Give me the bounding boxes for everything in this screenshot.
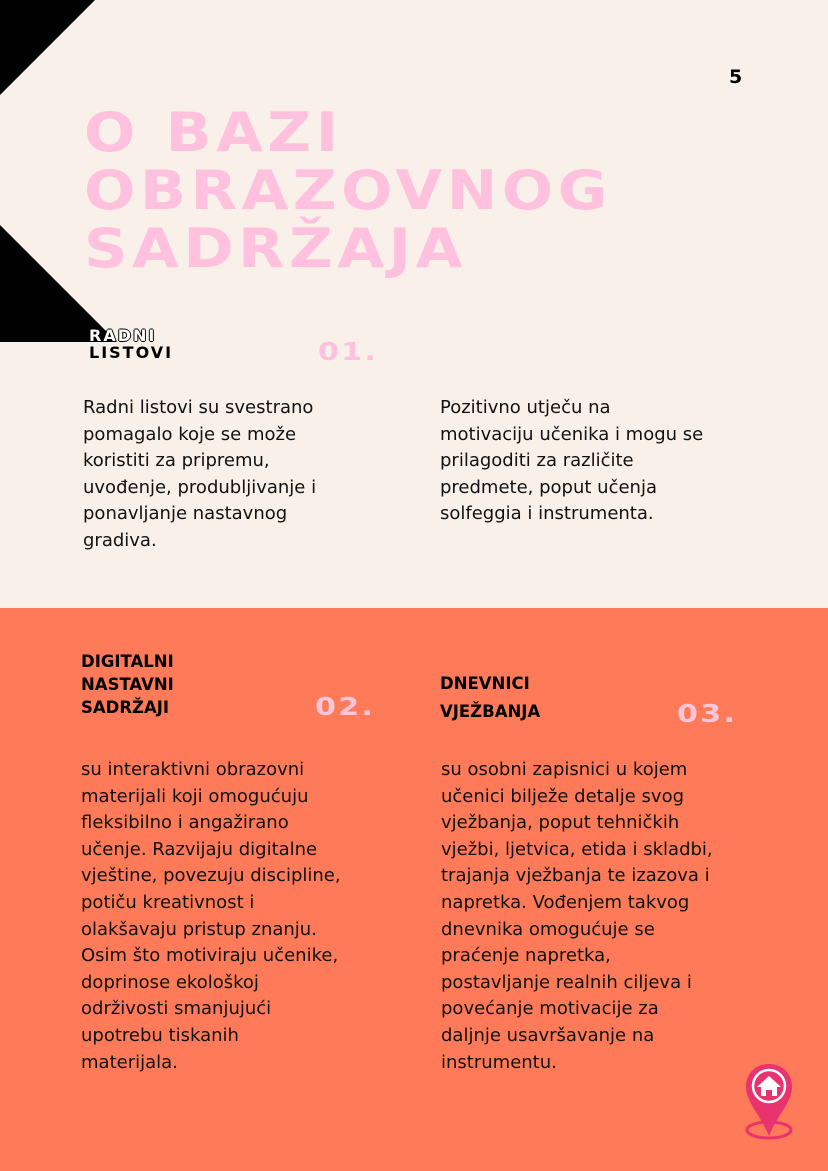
text-line: materijali koji omogućuju (81, 785, 309, 807)
text-line: napretka. Vođenjem takvog (441, 891, 690, 913)
heading-line: DNEVNICI (440, 674, 530, 693)
dnevnici-vjezbanja-text (441, 757, 751, 1076)
section-number-01: 01. (318, 337, 379, 366)
digitalni-sadrzaji-text (81, 757, 381, 1076)
page-number: 5 (729, 66, 743, 88)
text-line: uvođenje, produbljivanje i (83, 476, 317, 498)
section-heading-dnevnici-vjezbanja (440, 670, 540, 726)
section-heading-radni-listovi (89, 327, 173, 361)
text-line: motivaciju učenika i mogu se (440, 423, 704, 445)
heading-line: DIGITALNI (81, 652, 174, 671)
section-heading-digitalni-sadrzaji (81, 650, 174, 719)
text-line: Pozitivno utječu na (440, 397, 611, 418)
text-line: predmete, poput učenja (440, 476, 657, 498)
text-line: vještine, povezuju discipline, (81, 865, 341, 887)
home-location-pin-icon[interactable] (743, 1060, 795, 1144)
heading-line: SADRŽAJI (81, 698, 170, 717)
text-line: gradiva. (83, 529, 157, 551)
text-line: olakšavaju pristup znanju. (81, 918, 317, 940)
text-line: upotrebu tiskanih (81, 1024, 239, 1046)
text-line: učenje. Razvijaju digitalne (81, 838, 318, 860)
text-line: ponavljanje nastavnog (83, 503, 288, 525)
text-line: praćenje napretka, (441, 945, 611, 967)
text-line: potiču kreativnost i (81, 891, 255, 913)
text-line: solfeggia i instrumenta. (440, 503, 654, 525)
text-line: koristiti za pripremu, (83, 450, 270, 472)
text-line: pomagalo koje se može (83, 423, 297, 445)
text-line: vježbi, ljetvica, etida i skladbi, (441, 838, 713, 860)
heading-line: RADNI (89, 326, 157, 345)
text-line: materijala. (81, 1051, 178, 1073)
text-line: učenici bilježe detalje svog (441, 785, 685, 807)
text-line: su interaktivni obrazovni (81, 759, 305, 780)
text-line: Radni listovi su svestrano (83, 397, 314, 418)
text-line: Osim što motiviraju učenike, (81, 945, 339, 967)
radni-listovi-text-2 (440, 395, 750, 528)
text-line: fleksibilno i angažirano (81, 812, 289, 834)
text-line: trajanja vježbanja te izazova i (441, 865, 710, 887)
heading-line: VJEŽBANJA (440, 702, 541, 721)
heading-line: NASTAVNI (81, 675, 174, 694)
text-line: prilagoditi za različite (440, 450, 634, 472)
text-line: su osobni zapisnici u kojem (441, 759, 688, 780)
text-line: instrumentu. (441, 1051, 557, 1073)
section-number-02: 02. (315, 692, 376, 721)
title-line: OBRAZOVNOG (84, 159, 612, 222)
radni-listovi-text-1 (83, 395, 373, 555)
text-line: održivosti smanjujući (81, 998, 272, 1020)
title-line: O BAZI (84, 101, 343, 164)
text-line: dnevnika omogućuje se (441, 918, 655, 940)
text-line: daljnje usavršavanje na (441, 1024, 655, 1046)
text-line: povećanje motivacije za (441, 998, 659, 1020)
text-line: postavljanje realnih ciljeva i (441, 971, 692, 993)
section-number-03: 03. (677, 699, 738, 728)
text-line: vježbanja, poput tehničkih (441, 812, 680, 834)
corner-triangle-top (0, 0, 95, 95)
title-line: SADRŽAJA (84, 217, 467, 280)
page-title (84, 101, 828, 280)
heading-line: LISTOVI (89, 343, 174, 362)
text-line: doprinose ekološkoj (81, 971, 259, 993)
